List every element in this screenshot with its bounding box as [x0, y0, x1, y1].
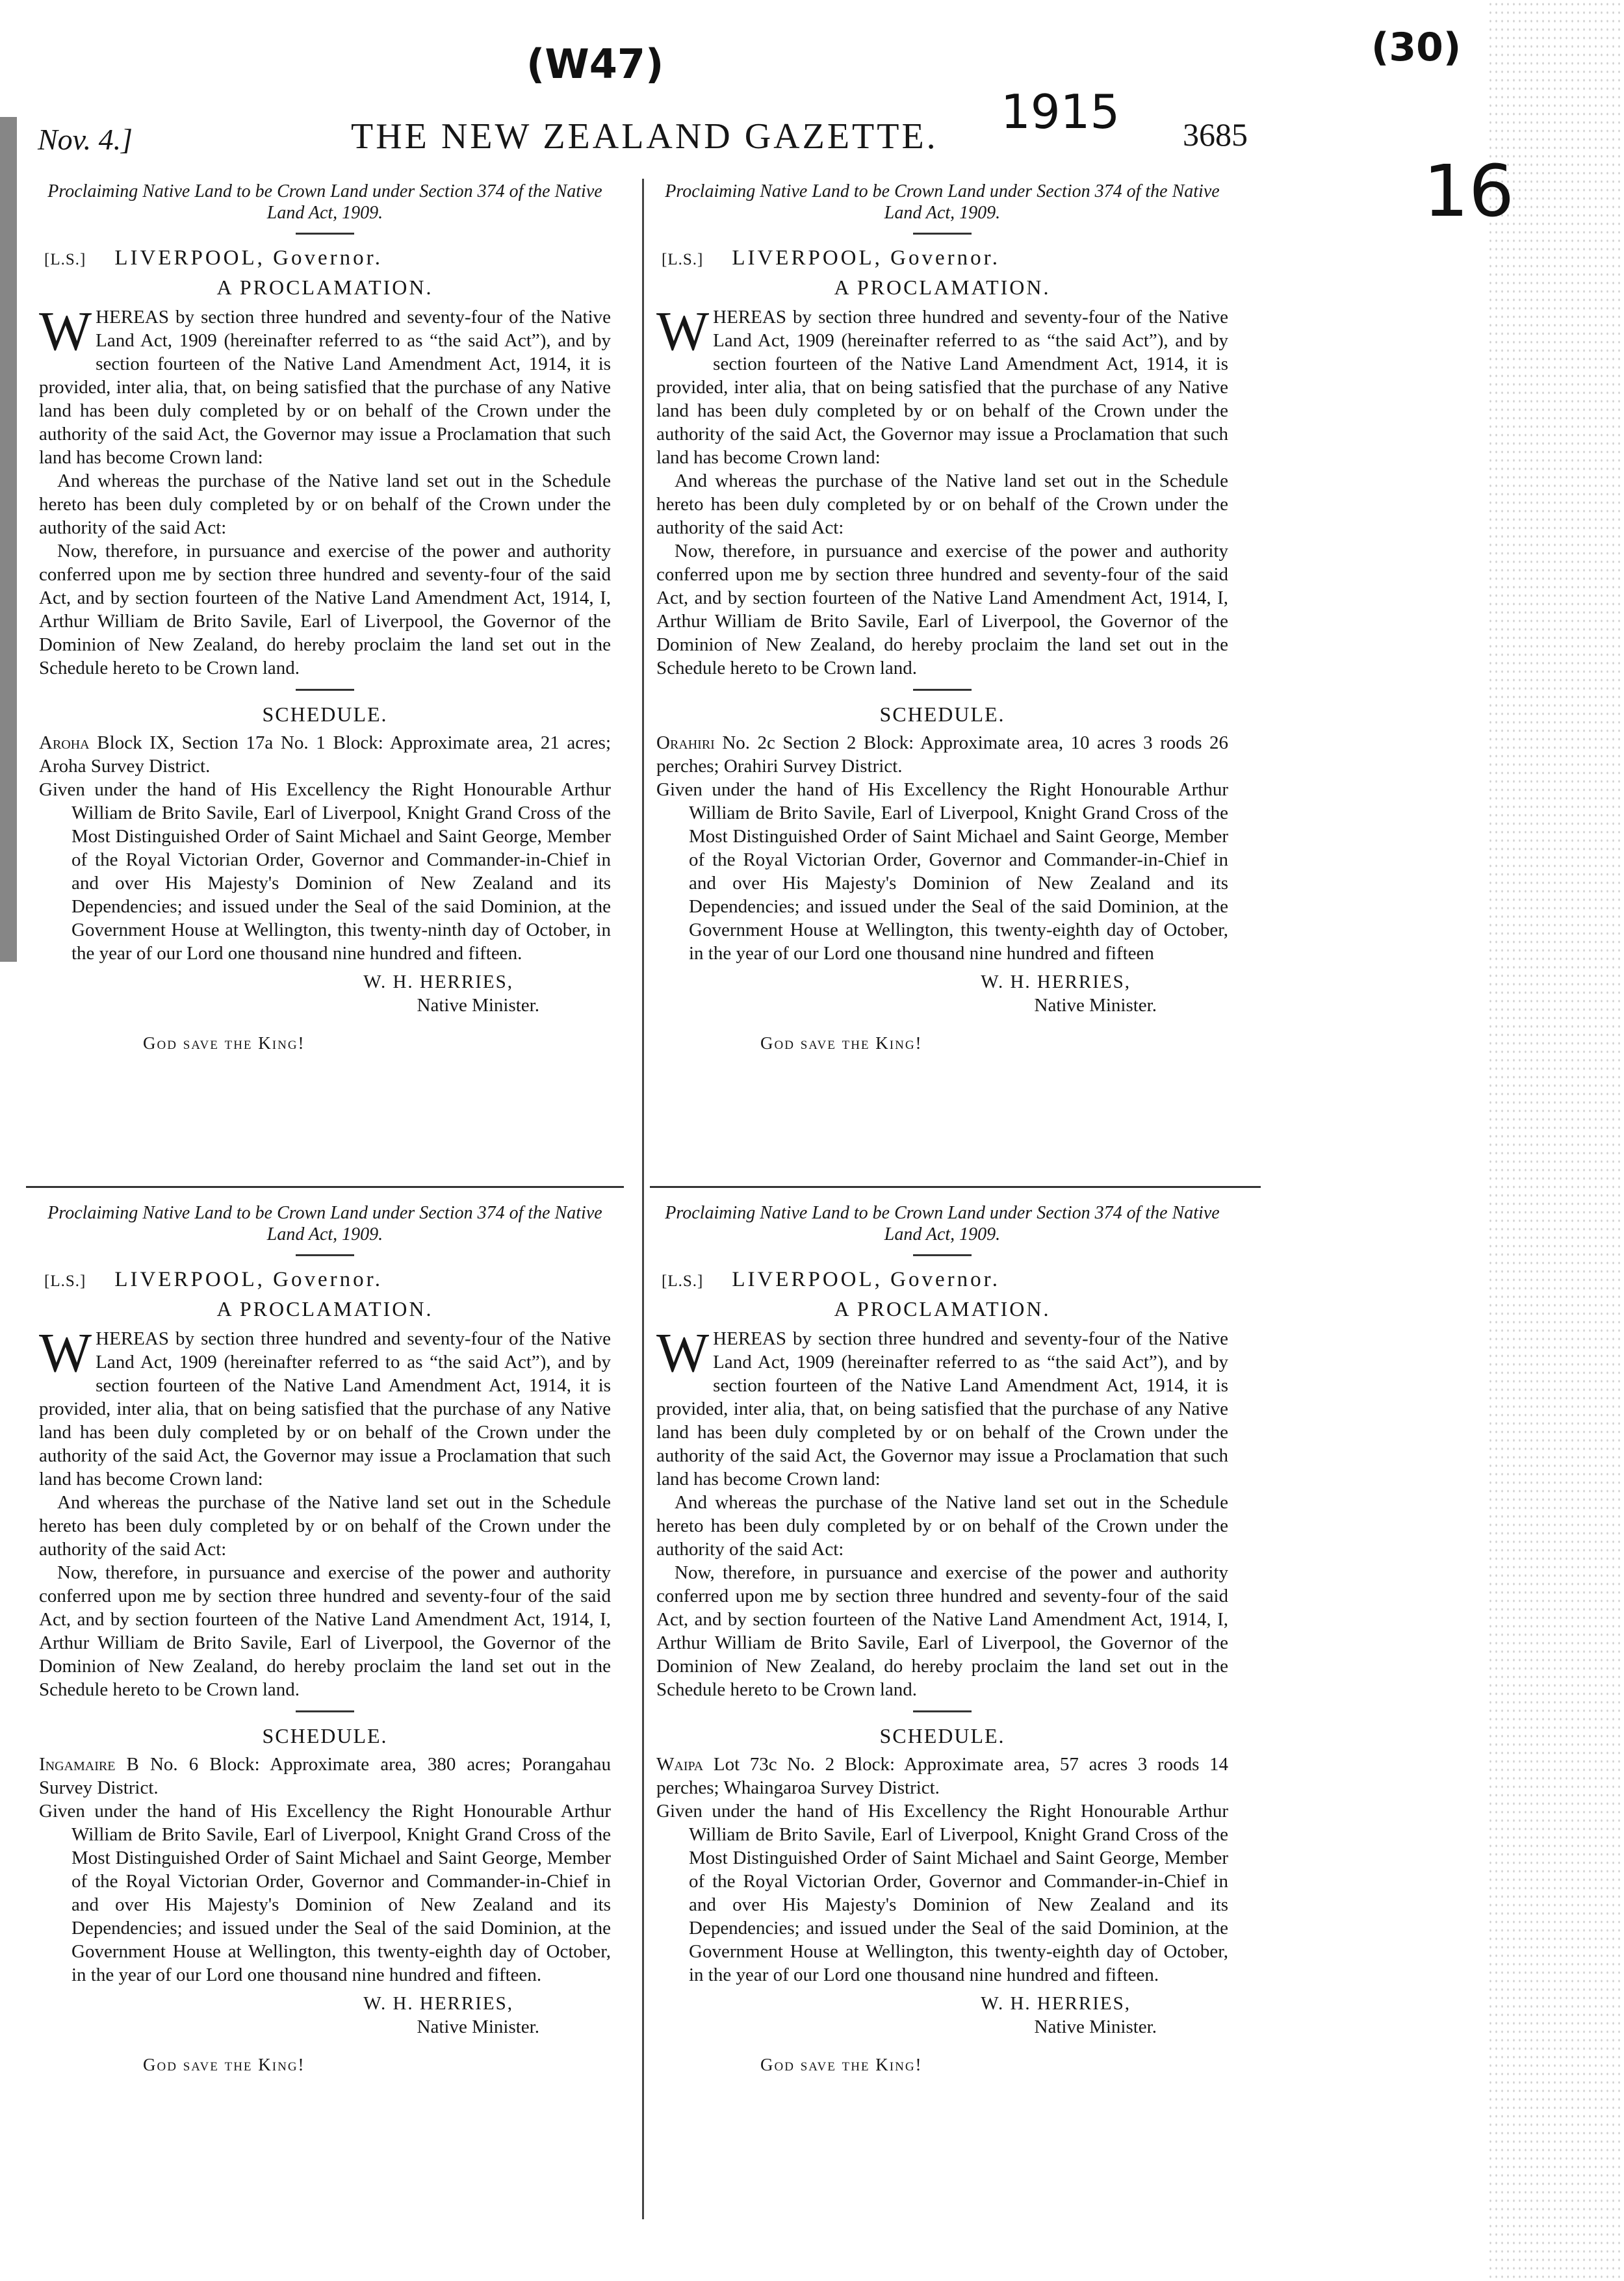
- whereas-paragraph: [656, 1321, 1228, 1491]
- handwritten-mark-top: (W47): [526, 40, 664, 88]
- schedule-heading: SCHEDULE.: [879, 1724, 1005, 1747]
- header-page-number: 3685: [1183, 116, 1248, 153]
- short-rule: [913, 233, 972, 235]
- proclamation-heading: A PROCLAMATION.: [216, 276, 433, 299]
- proclamation-ingamaire: [39, 1202, 611, 2076]
- seal-mark: [L.S.]: [44, 1272, 86, 1290]
- minister-title: Native Minister.: [1034, 2017, 1157, 2037]
- governor-line: [662, 246, 1228, 272]
- section-rule-left: [26, 1186, 624, 1188]
- proclamation-caption: Proclaiming Native Land to be Crown Land under Section 374 of the Native Land Act, 1909.: [665, 1203, 1220, 1244]
- proclamation-orahiri: [656, 181, 1228, 1055]
- proclamation-caption: Proclaiming Native Land to be Crown Land under Section 374 of the Native Land Act, 1909.: [47, 1203, 602, 1244]
- god-save-the-king: God save the King!: [760, 2055, 923, 2074]
- and-whereas-paragraph: And whereas the purchase of the Native land set out in the Schedule hereto has been duly completed by or on behalf of the Crown under the authority of the said Act:: [656, 470, 1228, 538]
- whereas-paragraph: [656, 300, 1228, 469]
- minister-title: Native Minister.: [417, 995, 539, 1016]
- handwritten-year: 1915: [1001, 84, 1120, 139]
- page-header: [0, 110, 1624, 169]
- proclamation-heading: A PROCLAMATION.: [834, 1297, 1051, 1321]
- minister-name: W. H. HERRIES,: [363, 1993, 513, 2014]
- drop-cap: W: [39, 300, 92, 362]
- minister-title: Native Minister.: [1034, 995, 1157, 1016]
- given-under-hand: Given under the hand of His Excellency the Right Honourable Arthur William de Brito Savile, Earl of Liverpool, Knight Grand Cross of the Most Distinguished Order of Saint Michael and Saint George, Member of the Royal Victorian Order, Governor and Commander-in-Chief in and over His Majesty's Dominion of New Zealand and its Dependencies; and issued under the Seal of the said Dominion, at the Government House at Wellington, this twenty-ninth day of October, in the year of our Lord one thousand nine hundred and fifteen.: [39, 779, 611, 964]
- now-therefore-paragraph: Now, therefore, in pursuance and exercise of the power and authority conferred upon me by section three hundred and seventy-four of the said Act, and by section fourteen of the Native Land Amendment Act, 1914, I, Arthur William de Brito Savile, Earl of Liverpool, the Governor of the Dominion of New Zealand, do hereby proclaim the land set out in the Schedule hereto to be Crown land.: [656, 1562, 1228, 1700]
- god-save-the-king: God save the King!: [143, 1033, 305, 1053]
- short-rule: [296, 1710, 354, 1712]
- handwritten-corner-mark: (30): [1371, 25, 1462, 70]
- scan-edge-left: [0, 117, 17, 962]
- header-date: Nov. 4.]: [38, 123, 133, 156]
- god-save-the-king: God save the King!: [760, 1033, 923, 1053]
- and-whereas-paragraph: And whereas the purchase of the Native land set out in the Schedule hereto has been duly completed by or on behalf of the Crown under the authority of the said Act:: [656, 1492, 1228, 1560]
- minister-name: W. H. HERRIES,: [363, 972, 513, 992]
- now-therefore-paragraph: Now, therefore, in pursuance and exercise of the power and authority conferred upon me by section three hundred and seventy-four of the said Act, and by section fourteen of the Native Land Amendment Act, 1914, I, Arthur William de Brito Savile, Earl of Liverpool, the Governor of the Dominion of New Zealand, do hereby proclaim the land set out in the Schedule hereto to be Crown land.: [656, 541, 1228, 678]
- short-rule: [913, 689, 972, 691]
- schedule-entry: [656, 731, 1228, 778]
- schedule-text: B No. 6 Block: Approximate area, 380 acres; Porangahau Survey District.: [39, 1754, 611, 1798]
- schedule-text: Block IX, Section 17a No. 1 Block: Approximate area, 21 acres; Aroha Survey District.: [39, 732, 611, 777]
- handwritten-side-number: 16: [1423, 149, 1514, 233]
- god-save-the-king: God save the King!: [143, 2055, 305, 2074]
- section-rule-right: [650, 1186, 1261, 1188]
- governor-line: [662, 1268, 1228, 1293]
- governor-line: [44, 246, 611, 272]
- short-rule: [913, 1710, 972, 1712]
- whereas-paragraph: [39, 300, 611, 469]
- schedule-text: No. 2c Section 2 Block: Approximate area, 10 acres 3 roods 26 perches; Orahiri Survey District.: [656, 732, 1229, 777]
- governor-name: LIVERPOOL, Governor.: [732, 246, 1001, 270]
- drop-cap: W: [656, 1321, 710, 1384]
- schedule-block-name: Ingamaire: [39, 1754, 116, 1775]
- schedule-heading: SCHEDULE.: [262, 702, 388, 726]
- drop-cap: W: [39, 1321, 92, 1384]
- seal-mark: [L.S.]: [662, 1272, 704, 1290]
- short-rule: [913, 1254, 972, 1256]
- given-under-hand: Given under the hand of His Excellency the Right Honourable Arthur William de Brito Savile, Earl of Liverpool, Knight Grand Cross of the Most Distinguished Order of Saint Michael and Saint George, Member of the Royal Victorian Order, Governor and Commander-in-Chief in and over His Majesty's Dominion of New Zealand and its Dependencies; and issued under the Seal of the said Dominion, at the Government House at Wellington, this twenty-eighth day of October, in the year of our Lord one thousand nine hundred and fifteen.: [656, 1801, 1228, 1985]
- whereas-text: HEREAS by section three hundred and seventy-four of the Native Land Act, 1909 (hereinafter referred to as “the said Act”), and by section fourteen of the Native Land Amendment Act, 1914, it is provided, inter alia, that, on being satisfied that the purchase of any Native land has been duly completed by or on behalf of the Crown under the authority of the said Act, the Governor may issue a Proclamation that such land has become Crown land:: [39, 307, 611, 468]
- minister-name: W. H. HERRIES,: [981, 972, 1131, 992]
- minister-name: W. H. HERRIES,: [981, 1993, 1131, 2014]
- schedule-entry: [656, 1753, 1228, 1799]
- and-whereas-paragraph: And whereas the purchase of the Native land set out in the Schedule hereto has been duly completed by or on behalf of the Crown under the authority of the said Act:: [39, 470, 611, 538]
- scan-noise-right: [1488, 0, 1624, 2281]
- given-under-hand: Given under the hand of His Excellency the Right Honourable Arthur William de Brito Savile, Earl of Liverpool, Knight Grand Cross of the Most Distinguished Order of Saint Michael and Saint George, Member of the Royal Victorian Order, Governor and Commander-in-Chief in and over His Majesty's Dominion of New Zealand and its Dependencies; and issued under the Seal of the said Dominion, at the Government House at Wellington, this twenty-eighth day of October, in the year of our Lord one thousand nine hundred and fifteen: [656, 779, 1228, 964]
- schedule-heading: SCHEDULE.: [879, 702, 1005, 726]
- schedule-entry: [39, 731, 611, 778]
- schedule-entry: [39, 1753, 611, 1799]
- governor-line: [44, 1268, 611, 1293]
- proclamation-aroha: [39, 181, 611, 1055]
- short-rule: [296, 1254, 354, 1256]
- header-title: THE NEW ZEALAND GAZETTE.: [351, 116, 938, 157]
- schedule-text: Lot 73c No. 2 Block: Approximate area, 57 acres 3 roods 14 perches; Whaingaroa Survey District.: [656, 1754, 1228, 1798]
- now-therefore-paragraph: Now, therefore, in pursuance and exercise of the power and authority conferred upon me by section three hundred and seventy-four of the said Act, and by section fourteen of the Native Land Amendment Act, 1914, I, Arthur William de Brito Savile, Earl of Liverpool, the Governor of the Dominion of New Zealand, do hereby proclaim the land set out in the Schedule hereto to be Crown land.: [39, 541, 611, 678]
- minister-title: Native Minister.: [417, 2017, 539, 2037]
- whereas-paragraph: [39, 1321, 611, 1491]
- whereas-text: HEREAS by section three hundred and seventy-four of the Native Land Act, 1909 (hereinafter referred to as “the said Act”), and by section fourteen of the Native Land Amendment Act, 1914, it is provided, inter alia, that on being satisfied that the purchase of any Native land has been duly completed by or on behalf of the Crown under the authority of the said Act, the Governor may issue a Proclamation that such land has become Crown land:: [39, 1328, 611, 1489]
- proclamation-caption: Proclaiming Native Land to be Crown Land under Section 374 of the Native Land Act, 1909.: [665, 181, 1220, 223]
- governor-name: LIVERPOOL, Governor.: [114, 1268, 383, 1291]
- drop-cap: W: [656, 300, 710, 362]
- short-rule: [296, 233, 354, 235]
- proclamation-heading: A PROCLAMATION.: [834, 276, 1051, 299]
- whereas-text: HEREAS by section three hundred and seventy-four of the Native Land Act, 1909 (hereinafter referred to as “the said Act”), and by section fourteen of the Native Land Amendment Act, 1914, it is provided, inter alia, that, on being satisfied that the purchase of any Native land has been duly completed by or on behalf of the Crown under the authority of the said Act, the Governor may issue a Proclamation that such land has become Crown land:: [656, 1328, 1228, 1489]
- schedule-block-name: Waipa: [656, 1754, 704, 1775]
- whereas-text: HEREAS by section three hundred and seventy-four of the Native Land Act, 1909 (hereinafter referred to as “the said Act”), and by section fourteen of the Native Land Amendment Act, 1914, it is provided, inter alia, that on being satisfied that the purchase of any Native land has been duly completed by or on behalf of the Crown under the authority of the said Act, the Governor may issue a Proclamation that such land has become Crown land:: [656, 307, 1228, 468]
- column-rule: [642, 179, 644, 2219]
- schedule-heading: SCHEDULE.: [262, 1724, 388, 1747]
- schedule-block-name: Aroha: [39, 732, 90, 753]
- seal-mark: [L.S.]: [44, 251, 86, 268]
- given-under-hand: Given under the hand of His Excellency the Right Honourable Arthur William de Brito Savile, Earl of Liverpool, Knight Grand Cross of the Most Distinguished Order of Saint Michael and Saint George, Member of the Royal Victorian Order, Governor and Commander-in-Chief in and over His Majesty's Dominion of New Zealand and its Dependencies; and issued under the Seal of the said Dominion, at the Government House at Wellington, this twenty-eighth day of October, in the year of our Lord one thousand nine hundred and fifteen.: [39, 1801, 611, 1985]
- short-rule: [296, 689, 354, 691]
- schedule-block-name: Orahiri: [656, 732, 715, 753]
- and-whereas-paragraph: And whereas the purchase of the Native land set out in the Schedule hereto has been duly completed by or on behalf of the Crown under the authority of the said Act:: [39, 1492, 611, 1560]
- governor-name: LIVERPOOL, Governor.: [732, 1268, 1001, 1291]
- proclamation-caption: Proclaiming Native Land to be Crown Land under Section 374 of the Native Land Act, 1909.: [47, 181, 602, 223]
- governor-name: LIVERPOOL, Governor.: [114, 246, 383, 270]
- now-therefore-paragraph: Now, therefore, in pursuance and exercise of the power and authority conferred upon me by section three hundred and seventy-four of the said Act, and by section fourteen of the Native Land Amendment Act, 1914, I, Arthur William de Brito Savile, Earl of Liverpool, the Governor of the Dominion of New Zealand, do hereby proclaim the land set out in the Schedule hereto to be Crown land.: [39, 1562, 611, 1700]
- seal-mark: [L.S.]: [662, 251, 704, 268]
- proclamation-waipa: [656, 1202, 1228, 2076]
- proclamation-heading: A PROCLAMATION.: [216, 1297, 433, 1321]
